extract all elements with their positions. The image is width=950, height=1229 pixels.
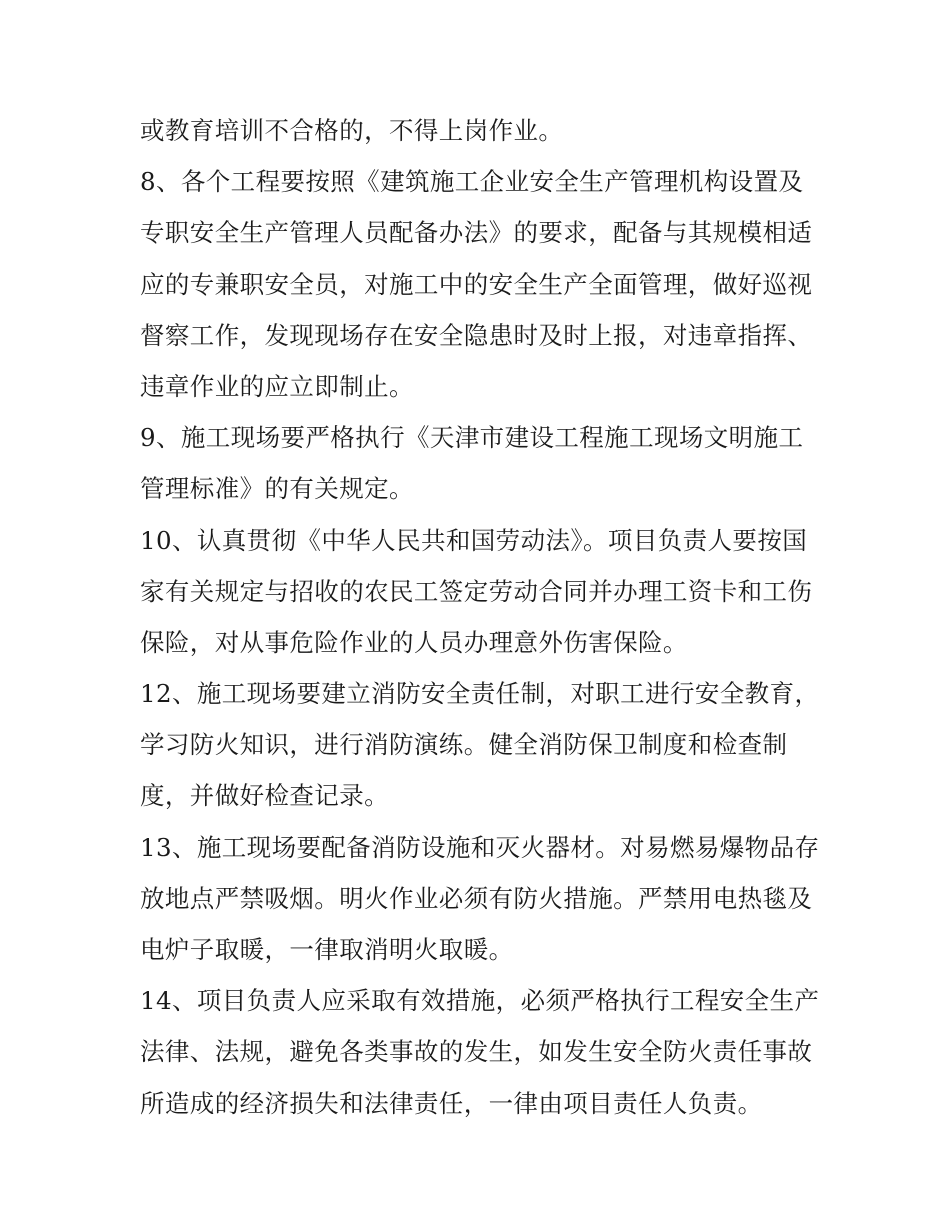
text-line: 法律、法规，避免各类事故的发生，如发生安全防火责任事故 <box>140 1037 813 1067</box>
text-line: 12、施工现场要建立消防安全责任制，对职工进行安全教育， <box>140 679 820 709</box>
text-line: 学习防火知识，进行消防演练。健全消防保卫制度和检查制 <box>140 730 788 760</box>
text-line: 保险，对从事危险作业的人员办理意外伤害保险。 <box>140 627 688 657</box>
text-line: 放地点严禁吸烟。明火作业必须有防火措施。严禁用电热毯及 <box>140 883 813 913</box>
text-line: 或教育培训不合格的，不得上岗作业。 <box>140 116 564 145</box>
body-text <box>140 105 820 1129</box>
text-line: 8、各个工程要按照《建筑施工企业安全生产管理机构设置及 <box>140 167 804 197</box>
text-line: 电炉子取暖，一律取消明火取暖。 <box>140 935 514 964</box>
text-line: 14、项目负责人应采取有效措施，必须严格执行工程安全生产 <box>140 986 820 1016</box>
text-line: 10、认真贯彻《中华人民共和国劳动法》。项目负责人要按国 <box>140 525 808 555</box>
text-line: 9、施工现场要严格执行《天津市建设工程施工现场文明施工 <box>140 423 804 453</box>
text-line: 专职安全生产管理人员配备办法》的要求，配备与其规模相适 <box>140 218 813 248</box>
text-line: 管理标准》的有关规定。 <box>140 474 414 504</box>
text-line: 违章作业的应立即制止。 <box>140 371 414 401</box>
text-line: 所造成的经济损失和法律责任，一律由项目责任人负责。 <box>140 1088 763 1118</box>
text-line: 应的专兼职安全员，对施工中的安全生产全面管理，做好巡视 <box>140 269 813 299</box>
text-line: 家有关规定与招收的农民工签定劳动合同并办理工资卡和工伤 <box>140 576 813 606</box>
text-line: 度，并做好检查记录。 <box>140 781 389 811</box>
text-line: 督察工作，发现现场存在安全隐患时及时上报，对违章指挥、 <box>140 320 813 350</box>
text-line: 13、施工现场要配备消防设施和灭火器材。对易燃易爆物品存 <box>140 832 820 862</box>
